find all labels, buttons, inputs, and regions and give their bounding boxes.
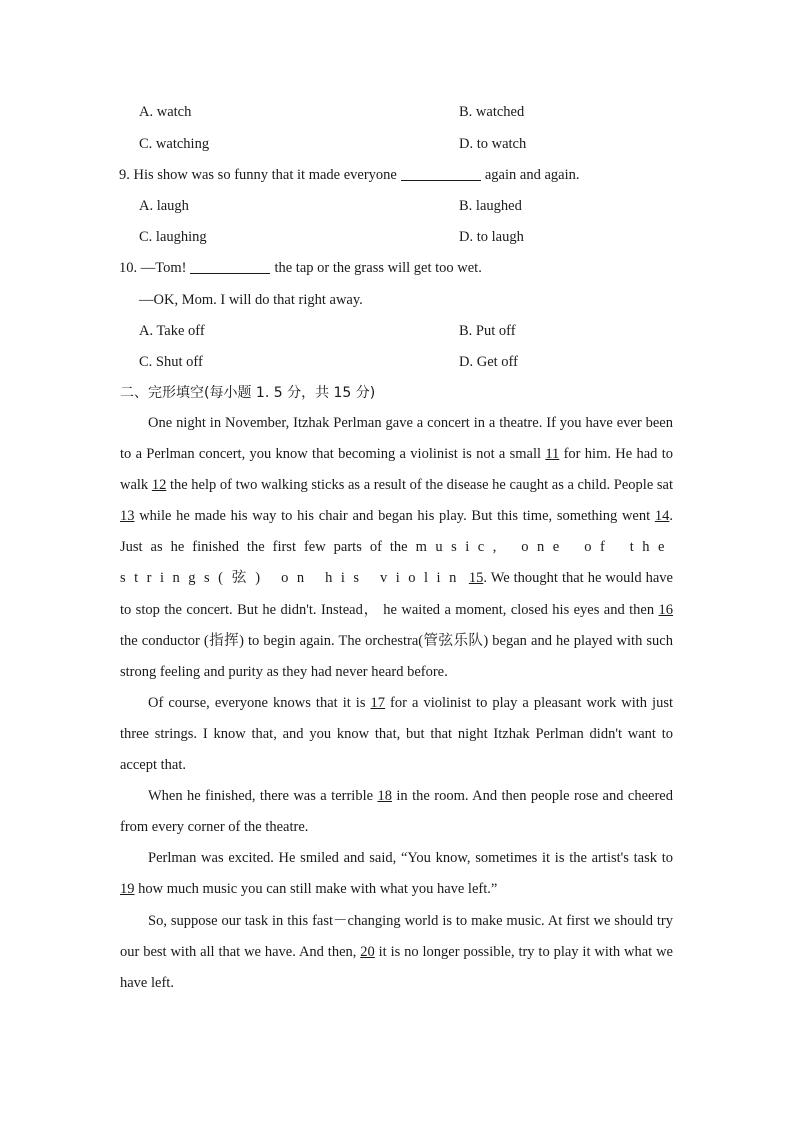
p5-text-2: it is no longer possible, try to play it with what we have left. <box>120 943 673 991</box>
q8-option-c: C. watching <box>139 136 210 152</box>
q10-stem <box>119 259 482 277</box>
q9-blank <box>401 166 481 181</box>
q8-option-b: B. watched <box>459 104 525 120</box>
q8-option-a: A. watch <box>139 104 192 120</box>
passage-paragraph-3 <box>120 781 673 843</box>
blank-20: 20 <box>360 943 375 960</box>
q9-option-a: A. laugh <box>139 198 189 214</box>
q9-stem <box>119 166 580 184</box>
q10-option-a: A. Take off <box>139 323 205 339</box>
q9-option-b: B. laughed <box>459 198 522 214</box>
p1-text-2: for him. He had to walk <box>120 446 673 494</box>
passage-paragraph-4 <box>120 843 673 905</box>
blank-14: 14 <box>654 508 670 525</box>
q10-stem-before: 10. —Tom! <box>119 260 187 276</box>
q10-option-b: B. Put off <box>459 323 516 339</box>
blank-18: 18 <box>377 788 392 805</box>
q10-option-c: C. Shut off <box>139 354 203 370</box>
q9-stem-before: 9. His show was so funny that it made everyone <box>119 167 397 183</box>
q10-option-d: D. Get off <box>459 354 518 370</box>
p1-text-7: the conductor (指挥) to begin again. The orchestra(管弦乐队) began and he played with such strong feeling and purity as they had never heard before. <box>120 632 673 680</box>
p3-text-2: in the room. And then people rose and cheered from every corner of the theatre. <box>120 788 673 836</box>
p2-text-1: Of course, everyone knows that it is <box>148 694 371 711</box>
q9-option-d: D. to laugh <box>459 229 524 245</box>
blank-11: 11 <box>545 446 560 463</box>
blank-12: 12 <box>151 477 167 494</box>
p1-text-5b: music, one of the strings(弦) on his violin <box>120 539 673 587</box>
p4-text-2: how much music you can still make with what you have left.” <box>134 881 498 898</box>
section-heading: 二、完形填空(每小题 1. 5 分，共 15 分) <box>120 385 376 401</box>
p1-text-6: . We thought that he would have to stop the concert. But he didn't. Instead， he waited a moment, closed his eyes and then <box>120 570 673 618</box>
q8-option-d: D. to watch <box>459 136 527 152</box>
passage-paragraph-1 <box>120 408 673 688</box>
p1-text-1: One night in November, Itzhak Perlman gave a concert in a theatre. If you have ever been to a Perlman concert, you know that becoming a violinist is not a small <box>120 415 673 463</box>
q10-blank <box>190 259 270 274</box>
p1-text-4: while he made his way to his chair and began his play. But this time, something went <box>134 508 655 525</box>
blank-19: 19 <box>120 881 135 898</box>
passage-paragraph-5 <box>120 906 673 999</box>
p3-text-1: When he finished, there was a terrible <box>148 788 378 805</box>
blank-16: 16 <box>658 601 673 618</box>
p1-text-3: the help of two walking sticks as a result of the disease he caught as a child. People sat <box>166 477 674 494</box>
q10-reply: —OK, Mom. I will do that right away. <box>139 292 363 308</box>
p2-text-2: for a violinist to play a pleasant work with just three strings. I know that, and you know that, but that night Itzhak Perlman didn't want to accept that. <box>120 694 673 774</box>
p1-text-5: . Just as he finished the first few parts of the <box>120 508 673 556</box>
p4-text-1: Perlman was excited. He smiled and said, “You know, sometimes it is the artist's task to <box>148 850 673 867</box>
q10-stem-after: the tap or the grass will get too wet. <box>274 260 482 276</box>
blank-13: 13 <box>120 508 135 525</box>
blank-17: 17 <box>370 694 386 711</box>
q9-option-c: C. laughing <box>139 229 207 245</box>
passage-paragraph-2 <box>120 688 673 781</box>
cloze-passage <box>120 408 673 999</box>
p5-text-1: So, suppose our task in this fast－changing world is to make music. At first we should try our best with all that we have. And then, <box>120 912 673 960</box>
q9-stem-after: again and again. <box>484 167 580 183</box>
blank-15: 15 <box>468 570 484 587</box>
